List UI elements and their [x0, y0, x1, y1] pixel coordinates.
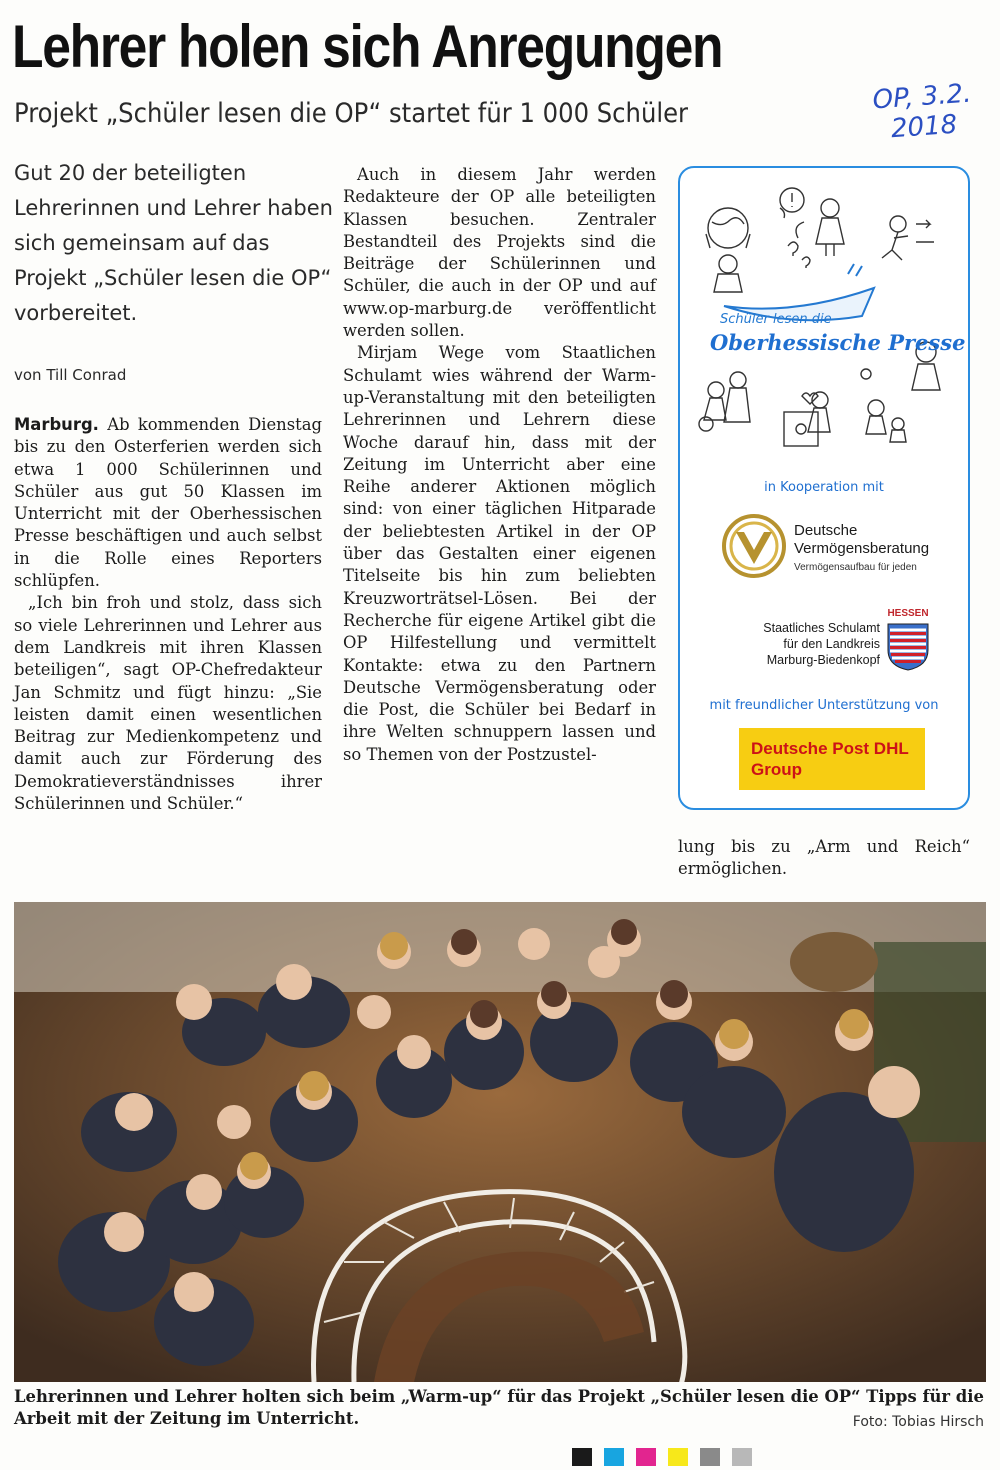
project-logo-tagline: Schüler lesen die — [720, 312, 832, 327]
intro-text: Gut 20 der beteiligten Lehrerinnen und Lehrer haben sich gemeinsam auf das Projekt „Schüler lesen die OP“ vorbereitet. — [14, 161, 333, 325]
paragraph-text: Ab kommenden Dienstag bis zu den Osterferien werden sich etwa 1 000 Schülerinnen und Schüler aus gut 50 Klassen im Unterricht mit der Oberhessischen Presse beschäftigen und auch selbst in die Rolle eines Reporters schlüpfen. — [14, 415, 322, 591]
project-logo-title: Oberhessische Presse — [710, 330, 966, 355]
paragraph — [14, 414, 322, 592]
dvag-name: Deutsche Vermögensberatung — [794, 522, 930, 557]
article-column-2 — [343, 164, 656, 766]
group-photo — [14, 902, 986, 1382]
color-swatch — [604, 1448, 624, 1466]
hessen-label: HESSEN — [887, 608, 929, 619]
color-swatch — [572, 1448, 592, 1466]
paragraph: Mirjam Wege vom Staatlichen Schulamt wies während der Warm-up-Veranstaltung mit den beteiligten Lehrerinnen und Lehrern diese Woche darauf hin, dass mit der Zeitung im Unterricht aber eine Reihe anderer Aktionen möglich sind: von einer täglichen Hitparade der beliebtesten Artikel in der OP über das Gestalten einer eigenen Titelseite bis hin zum beliebten Kreuzworträtsel-Lösen. Bei der Recherche für eigene Artikel gibt die OP Hilfestellung und vermittelt Kontakte: etwa zu den Partnern Deutsche Vermögensberatung oder die Post, die Schüler bei Bedarf in ihre Welten schnuppern lassen und so Themen von der Postzustel- — [343, 343, 656, 764]
cooperation-label: in Kooperation mit — [764, 480, 884, 495]
subheadline: Projekt „Schüler lesen die OP“ startet für 1 000 Schüler — [14, 98, 689, 129]
paragraph: Auch in diesem Jahr werden Redakteure der OP alle beteiligten Klassen besuchen. Zentraler Bestandteil des Projekts sind die Beiträge der Schülerinnen und Schüler, die auch in der OP und auf www.op-marburg.de veröffentlicht werden sollen. — [343, 165, 656, 341]
handwritten-date-note: OP, 3.2. 2018 — [871, 78, 973, 145]
dvag-slogan: Vermögensaufbau für jeden — [794, 562, 917, 573]
dateline: Marburg. — [14, 415, 99, 434]
hessen-coat-of-arms-icon — [886, 622, 930, 672]
dvag-emblem-icon — [722, 514, 786, 578]
project-illustration — [680, 178, 968, 468]
color-swatch — [732, 1448, 752, 1466]
headline: Lehrer holen sich Anregungen — [12, 13, 723, 80]
sponsor-box — [678, 166, 970, 810]
color-swatch — [700, 1448, 720, 1466]
color-swatch — [636, 1448, 656, 1466]
color-swatch — [668, 1448, 688, 1466]
paragraph: „Ich bin froh und stolz, dass sich so viele Lehrerinnen und Lehrer aus dem Landkreis mit ihren Klassen beteiligen“, sagt OP-Chefredakteur Jan Schmitz und fügt hinzu: „Sie leisten damit einen wesentlichen Beitrag zur Medienkompetenz und damit auch zur Förderung des Demokratieverständnisses ihrer Schülerinnen und Schüler.“ — [14, 593, 322, 814]
photo-credit: Foto: Tobias Hirsch — [852, 1414, 984, 1430]
article-column-3-tail: lung bis zu „Arm und Reich“ ermöglichen. — [678, 837, 970, 879]
byline: von Till Conrad — [14, 366, 127, 384]
support-label: mit freundlicher Unterstützung von — [709, 698, 939, 713]
post-logo-text: Deutsche Post DHL Group — [751, 739, 909, 779]
schulamt-logo — [720, 608, 960, 678]
deutsche-post-dhl-logo — [739, 728, 925, 790]
schulamt-name: Staatliches Schulamt für den Landkreis Marburg-Biedenkopf — [763, 621, 880, 667]
group-staircase-photo-icon — [14, 902, 986, 1382]
article-column-1 — [14, 414, 322, 815]
photo-caption: Lehrerinnen und Lehrer holten sich beim „Warm-up“ für das Projekt „Schüler lesen die OP“ Tipps für die Arbeit mit der Zeitung im Unterricht. — [14, 1387, 984, 1428]
dvag-logo — [722, 514, 952, 584]
